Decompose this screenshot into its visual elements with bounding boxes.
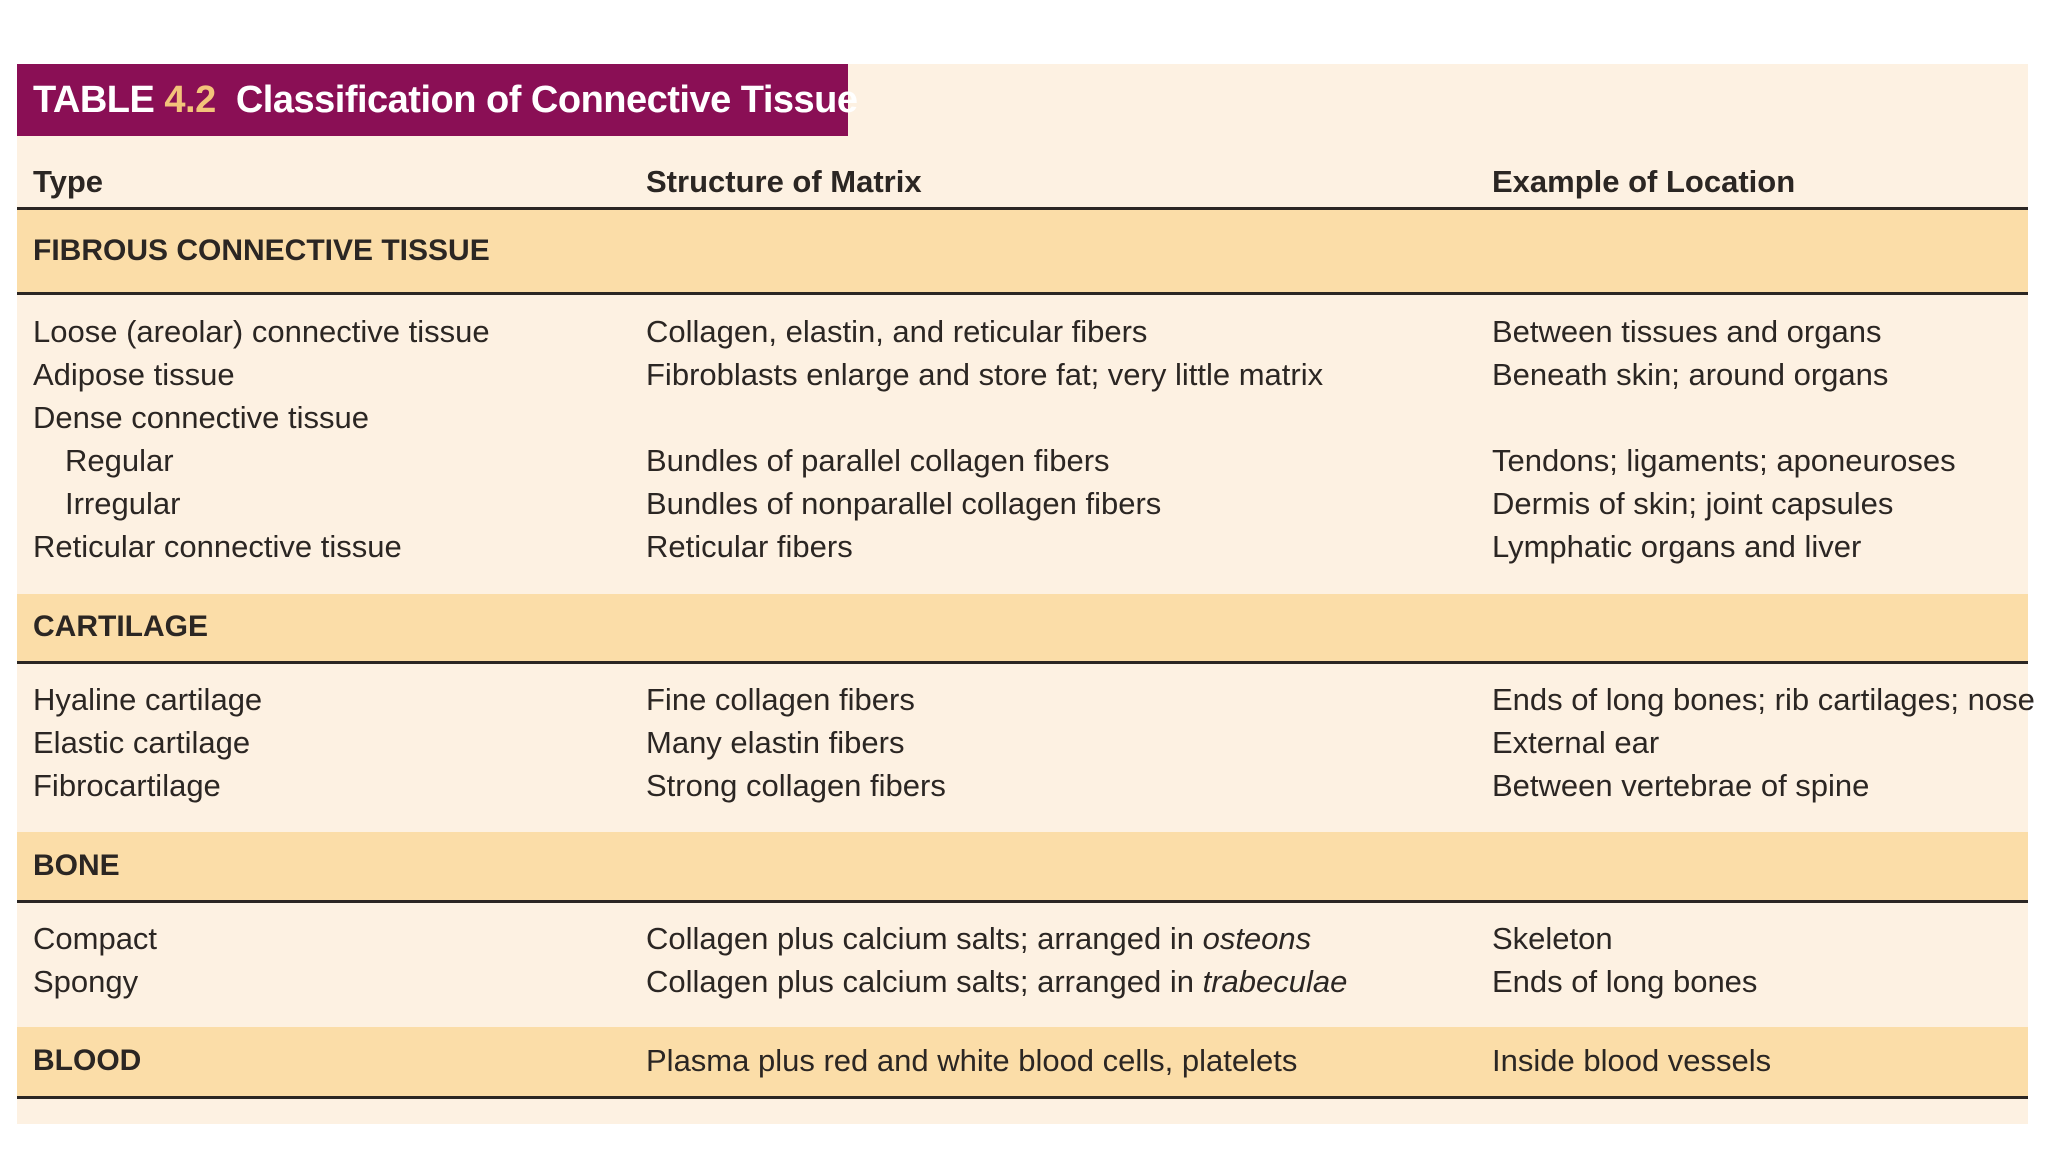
table-cell-structure: Collagen, elastin, and reticular fibers <box>646 314 1148 349</box>
table-cell-location: Lymphatic organs and liver <box>1492 529 1862 564</box>
section-divider-cartilage <box>17 661 2028 664</box>
column-header-structure: Structure of Matrix <box>646 164 922 199</box>
section-band-cartilage <box>17 594 2028 661</box>
table-cell-type: Hyaline cartilage <box>33 682 263 717</box>
table-cell-structure: Strong collagen fibers <box>646 768 946 803</box>
column-header-type: Type <box>33 164 104 199</box>
table-cell-structure: Bundles of nonparallel collagen fibers <box>646 486 1162 521</box>
table-cell-type: Spongy <box>33 964 139 999</box>
table-title <box>17 64 858 136</box>
section-label-blood: BLOOD <box>33 1044 142 1077</box>
table-cell-structure <box>646 960 1347 1003</box>
table-cell-location: Between vertebrae of spine <box>1492 768 1870 803</box>
table-cell-type: Adipose tissue <box>33 357 235 392</box>
table-cell-structure: Plasma plus red and white blood cells, platelets <box>646 1043 1298 1078</box>
table-cell-subtype: Regular <box>65 443 174 478</box>
table-cell-structure <box>646 917 1311 960</box>
table-cell-type: Reticular connective tissue <box>33 529 402 564</box>
table-cell-type: Loose (areolar) connective tissue <box>33 314 490 349</box>
structure-text: Collagen plus calcium salts; arranged in <box>646 921 1194 956</box>
table-cell-location: Dermis of skin; joint capsules <box>1492 486 1894 521</box>
table-title-prefix: TABLE <box>33 79 155 121</box>
section-label-cartilage: CARTILAGE <box>33 610 208 643</box>
section-divider-bone <box>17 900 2028 903</box>
table-cell-type: Compact <box>33 921 158 956</box>
classification-table <box>17 64 2035 1124</box>
section-label-fibrous: FIBROUS CONNECTIVE TISSUE <box>33 234 490 267</box>
section-divider-fibrous <box>17 292 2028 295</box>
table-cell-location: Inside blood vessels <box>1492 1043 1772 1078</box>
structure-term: osteons <box>1202 921 1312 956</box>
table-cell-subtype: Irregular <box>65 486 181 521</box>
table-cell-type: Dense connective tissue <box>33 400 370 435</box>
table-title-text: Classification of Connective Tissue <box>235 79 858 121</box>
structure-term: trabeculae <box>1202 964 1348 999</box>
section-band-fibrous <box>17 210 2028 292</box>
table-cell-location: External ear <box>1492 725 1660 760</box>
table-cell-location: Ends of long bones <box>1492 964 1758 999</box>
table-cell-location: Beneath skin; around organs <box>1492 357 1889 392</box>
table-title-number: 4.2 <box>164 79 216 121</box>
structure-text: Collagen plus calcium salts; arranged in <box>646 964 1194 999</box>
table-cell-location: Skeleton <box>1492 921 1613 956</box>
column-header-location: Example of Location <box>1492 164 1796 199</box>
table-cell-type: Fibrocartilage <box>33 768 221 803</box>
table-cell-location: Tendons; ligaments; aponeuroses <box>1492 443 1956 478</box>
table-cell-structure: Reticular fibers <box>646 529 853 564</box>
table-cell-type: Elastic cartilage <box>33 725 251 760</box>
section-band-blood <box>17 1027 2028 1096</box>
table-cell-structure: Fibroblasts enlarge and store fat; very little matrix <box>646 357 1324 392</box>
table-cell-location: Between tissues and organs <box>1492 314 1882 349</box>
section-band-bone <box>17 832 2028 900</box>
table-cell-location: Ends of long bones; rib cartilages; nose <box>1492 682 2035 717</box>
table-cell-structure: Fine collagen fibers <box>646 682 915 717</box>
table-cell-structure: Many elastin fibers <box>646 725 905 760</box>
table-bottom-rule <box>17 1096 2028 1099</box>
section-label-bone: BONE <box>33 849 120 882</box>
table-cell-structure: Bundles of parallel collagen fibers <box>646 443 1110 478</box>
